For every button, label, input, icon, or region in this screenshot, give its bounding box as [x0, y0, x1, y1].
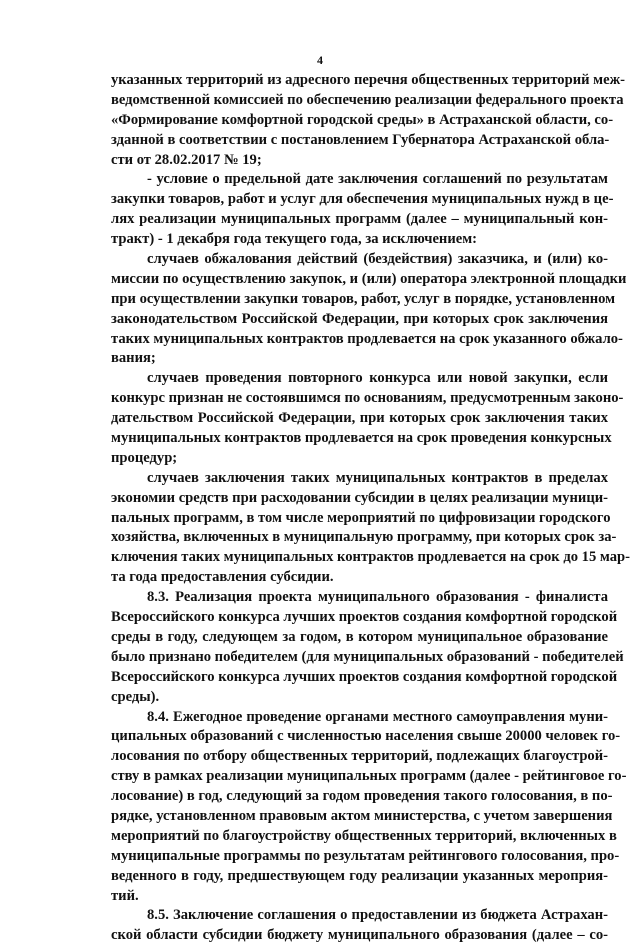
text-line: Всероссийского конкурса лучших проектов создания комфортной городской: [111, 668, 618, 685]
text-line: лях реализации муниципальных программ (далее – муниципальный кон-: [111, 211, 608, 228]
text-line: ключения таких муниципальных контрактов продлевается на срок до 15 мар-: [111, 549, 631, 566]
text-line: вания;: [111, 350, 156, 367]
text-line: - условие о предельной дате заключения соглашений по результатам: [147, 171, 608, 188]
text-line: лосование) в год, следующий за годом проведения такого голосования, в по-: [111, 788, 613, 805]
text-line: зданной в соответствии с постановлением Губернатора Астраханской обла-: [111, 131, 610, 148]
text-line: дательством Российской Федерации, при которых срок заключения таких: [111, 410, 608, 427]
text-line: 8.4. Ежегодное проведение органами местного самоуправления муни-: [147, 708, 608, 725]
text-line: 8.5. Заключение соглашения о предоставлении из бюджета Астрахан-: [147, 907, 608, 924]
text-line: ству в рамках реализации муниципальных программ (далее - рейтинговое го-: [111, 768, 627, 785]
text-line: муниципальных контрактов продлевается на срок проведения конкурсных: [111, 430, 612, 447]
text-line: муниципальные программы по результатам рейтингового голосования, про-: [111, 847, 620, 864]
text-line: случаев заключения таких муниципальных контрактов в пределах: [147, 469, 608, 486]
text-line: хозяйства, включенных в муниципальную программу, при которых срок за-: [111, 529, 617, 546]
text-line: ведомственной комиссией по обеспечению реализации федерального проекта: [111, 91, 624, 108]
text-line: при осуществлении закупки товаров, работ, услуг в порядке, установленном: [111, 290, 616, 307]
text-line: ской области субсидии бюджету муниципального образования (далее – со-: [111, 927, 608, 944]
text-line: тракт) - 1 декабря года текущего года, за исключением:: [111, 231, 478, 248]
text-line: 8.3. Реализация проекта муниципального образования - финалиста: [147, 589, 608, 606]
text-line: случаев обжалования действий (бездействия) заказчика, и (или) ко-: [147, 251, 608, 268]
text-line: миссии по осуществлению закупок, и (или) оператора электронной площадки: [111, 270, 627, 287]
text-line: тий.: [111, 887, 139, 904]
text-line: было признано победителем (для муниципальных образований - победителей: [111, 648, 624, 665]
text-line: законодательством Российской Федерации, при которых срок заключения: [111, 310, 608, 327]
text-line: пальных программ, в том числе мероприятий по цифровизации городского: [111, 509, 611, 526]
text-line: среды).: [111, 688, 160, 705]
text-line: случаев проведения повторного конкурса или новой закупки, если: [147, 370, 608, 387]
text-line: процедур;: [111, 449, 178, 466]
text-line: сти от 28.02.2017 № 19;: [111, 151, 262, 168]
text-line: лосования по отбору общественных территорий, подлежащих благоустрой-: [111, 748, 608, 765]
text-line: «Формирование комфортной городской среды» в Астраханской области, со-: [111, 111, 614, 128]
text-line: мероприятий по благоустройству общественных территорий, включенных в: [111, 827, 617, 844]
text-line: ципальных образований с численностью населения свыше 20000 человек го-: [111, 728, 621, 745]
text-line: указанных территорий из адресного перечня общественных территорий меж-: [111, 72, 626, 88]
document-body: [111, 71, 631, 946]
text-line: рядке, установленном правовым актом министерства, с учетом завершения: [111, 807, 613, 824]
text-line: среды в году, следующем за годом, в котором муниципальное образование: [111, 628, 608, 645]
text-line: веденного в году, предшествующем году реализации указанных мероприя-: [111, 867, 608, 884]
text-line: та года предоставления субсидии.: [111, 569, 334, 586]
text-line: экономии средств при расходовании субсидии в целях реализации муници-: [111, 489, 608, 506]
text-line: таких муниципальных контрактов продлевается на срок указанного обжало-: [111, 330, 623, 347]
page-number: 4: [317, 53, 323, 67]
text-line: Всероссийского конкурса лучших проектов создания комфортной городской: [111, 609, 618, 626]
text-line: закупки товаров, работ и услуг для обеспечения муниципальных нужд в це-: [111, 191, 614, 208]
text-line: конкурс признан не состоявшимся по основаниям, предусмотренным законо-: [111, 390, 624, 407]
